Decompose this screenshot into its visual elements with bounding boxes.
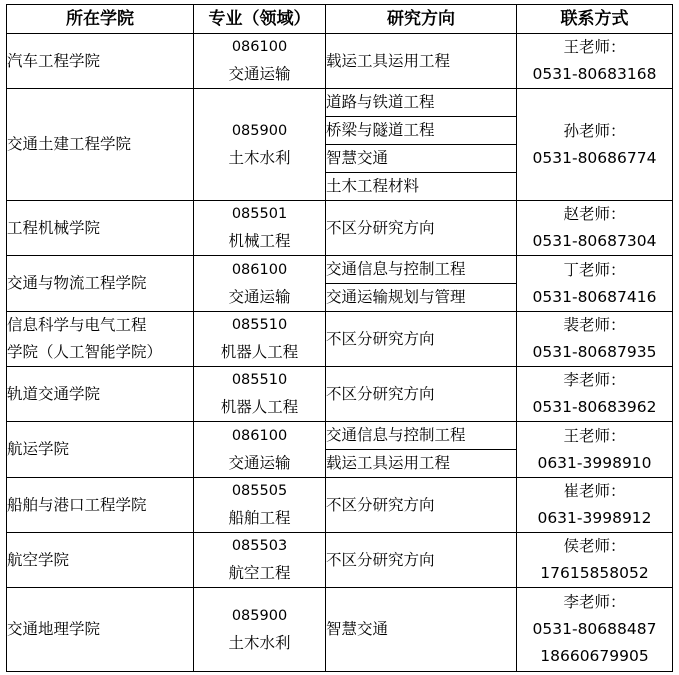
contact-name: 裴老师： [563, 316, 626, 334]
major-name: 交通运输 [228, 287, 291, 306]
college-name: 交通与物流工程学院 [7, 274, 147, 292]
college-name: 航空学院 [7, 550, 70, 569]
contact-cell [517, 478, 673, 533]
college-name: 航运学院 [7, 440, 70, 458]
college-name: 交通土建工程学院 [7, 135, 132, 153]
direction-cell: 不区分研究方向 [326, 312, 517, 367]
major-code: 086100 [231, 427, 288, 444]
college-name: 信息科学与电气工程 [7, 316, 147, 334]
college-cell [7, 201, 194, 256]
contact-cell [517, 312, 673, 367]
college-cell [7, 367, 194, 422]
header-row [7, 5, 673, 34]
direction-cell: 交通信息与控制工程 [326, 256, 517, 284]
contact-phone: 0531-80687416 [532, 287, 657, 306]
contact-phone: 18660679905 [540, 647, 649, 665]
direction-cell: 不区分研究方向 [326, 201, 517, 256]
direction-cell: 不区分研究方向 [326, 533, 517, 588]
direction-cell: 桥梁与隧道工程 [326, 117, 517, 145]
college-cell [7, 89, 194, 201]
direction-cell: 载运工具运用工程 [326, 34, 517, 89]
major-name: 机器人工程 [220, 398, 299, 416]
major-cell [194, 422, 326, 478]
contact-name: 王老师： [563, 426, 626, 445]
contact-name: 丁老师： [563, 260, 626, 279]
contact-name: 李老师： [563, 593, 626, 611]
table-row [7, 588, 673, 672]
major-cell [194, 588, 326, 672]
major-name: 土木水利 [228, 148, 291, 167]
contact-phone: 0631-3998912 [537, 509, 652, 527]
major-code: 086100 [231, 261, 288, 278]
contact-cell [517, 367, 673, 422]
contact-name: 孙老师： [563, 121, 626, 140]
college-name: 工程机械学院 [7, 218, 101, 237]
direction-cell: 道路与铁道工程 [326, 89, 517, 117]
major-name: 机械工程 [228, 232, 291, 250]
contact-name: 侯老师： [563, 537, 626, 555]
table-row [7, 89, 673, 117]
contact-cell [517, 588, 673, 672]
college-name: 交通地理学院 [7, 620, 101, 638]
table-row [7, 256, 673, 284]
college-cell [7, 422, 194, 478]
major-code: 085501 [231, 206, 288, 222]
college-name: 轨道交通学院 [7, 384, 101, 403]
major-name: 机器人工程 [220, 343, 299, 361]
major-cell [194, 367, 326, 422]
header-direction: 研究方向 [326, 5, 517, 34]
major-cell [194, 478, 326, 533]
direction-cell: 智慧交通 [326, 145, 517, 173]
contact-name: 李老师： [563, 371, 626, 389]
contact-phone: 0531-80687935 [532, 343, 657, 361]
contact-phone: 17615858052 [540, 564, 649, 582]
college-cell [7, 588, 194, 672]
college-cell [7, 478, 194, 533]
table-row [7, 422, 673, 450]
table-row [7, 201, 673, 256]
major-cell [194, 256, 326, 312]
major-code: 085503 [231, 538, 288, 554]
contact-name: 崔老师： [563, 482, 626, 500]
direction-cell: 不区分研究方向 [326, 478, 517, 533]
contact-cell [517, 89, 673, 201]
contact-name: 赵老师： [563, 205, 626, 223]
table-row [7, 312, 673, 367]
contact-phone: 0531-80683168 [532, 65, 657, 83]
major-name: 交通运输 [228, 453, 291, 472]
major-name: 土木水利 [228, 633, 291, 652]
college-name: 学院（人工智能学院） [7, 343, 163, 361]
header-contact: 联系方式 [517, 5, 673, 34]
contact-cell [517, 533, 673, 588]
direction-cell: 土木工程材料 [326, 173, 517, 201]
direction-cell: 不区分研究方向 [326, 367, 517, 422]
contact-cell [517, 422, 673, 478]
table-body [7, 34, 673, 672]
contact-name: 王老师： [563, 38, 626, 56]
major-code: 085510 [231, 372, 288, 388]
direction-cell: 智慧交通 [326, 588, 517, 672]
major-cell [194, 312, 326, 367]
direction-cell: 载运工具运用工程 [326, 450, 517, 478]
major-cell [194, 89, 326, 201]
major-name: 船舶工程 [228, 509, 291, 527]
college-name: 船舶与港口工程学院 [7, 495, 147, 514]
contact-phone: 0631-3998910 [537, 453, 652, 472]
major-cell [194, 533, 326, 588]
major-code: 085510 [231, 317, 288, 333]
contact-phone: 0531-80687304 [532, 232, 657, 250]
table-row [7, 34, 673, 89]
contact-phone: 0531-80683962 [532, 398, 657, 416]
major-cell [194, 201, 326, 256]
contact-cell [517, 201, 673, 256]
college-cell [7, 533, 194, 588]
admissions-table [6, 4, 673, 672]
major-code: 085900 [231, 122, 288, 139]
direction-cell: 交通信息与控制工程 [326, 422, 517, 450]
college-name: 汽车工程学院 [7, 51, 101, 70]
header-college: 所在学院 [7, 5, 194, 34]
major-code: 085900 [231, 607, 288, 624]
contact-phone: 0531-80686774 [532, 148, 657, 167]
college-cell [7, 34, 194, 89]
college-cell [7, 312, 194, 367]
major-cell [194, 34, 326, 89]
contact-phone: 0531-80688487 [532, 620, 657, 638]
major-name: 交通运输 [228, 65, 291, 83]
major-code: 086100 [231, 39, 288, 55]
direction-cell: 交通运输规划与管理 [326, 284, 517, 312]
college-cell [7, 256, 194, 312]
major-code: 085505 [231, 483, 288, 499]
contact-cell [517, 256, 673, 312]
table-row [7, 478, 673, 533]
header-major: 专业（领域） [194, 5, 326, 34]
table-row [7, 367, 673, 422]
contact-cell [517, 34, 673, 89]
major-name: 航空工程 [228, 564, 291, 582]
table-row [7, 533, 673, 588]
